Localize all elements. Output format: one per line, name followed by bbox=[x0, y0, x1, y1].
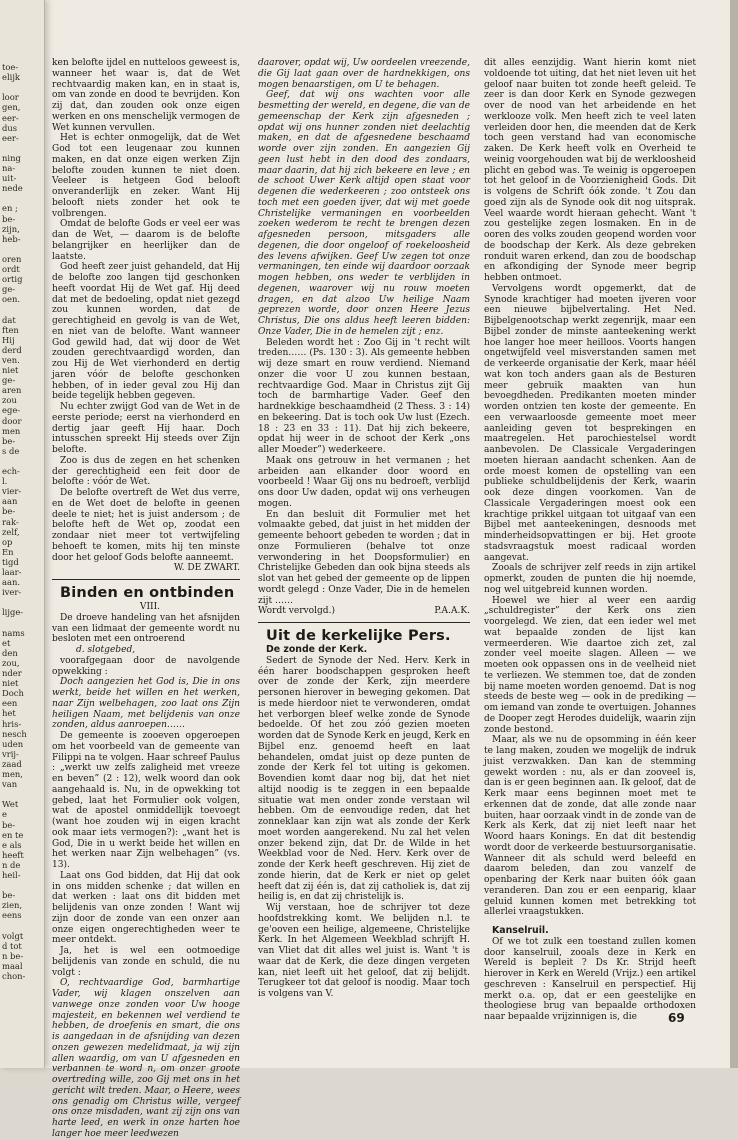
spine-text-fragment: en te bbox=[2, 829, 24, 840]
subheading: De zonde der Kerk. bbox=[266, 644, 368, 655]
spine-text-fragment: be- bbox=[2, 435, 16, 446]
spine-text-fragment: nesch bbox=[2, 728, 27, 739]
spine-text-fragment: dat bbox=[2, 314, 16, 325]
spine-text-fragment: uden bbox=[2, 738, 24, 749]
subheading: Kanselruil. bbox=[492, 925, 549, 936]
spine-text-fragment: Wet bbox=[2, 799, 19, 810]
paragraph: Nu echter zwijgt God van de Wet in de eerste periode; eerst na vierhonderd en dertig jaar geeft Hij haar. Doch intusschen spreekt Hij steeds over Zijn belofte. bbox=[52, 402, 240, 455]
spine-text-fragment: ege- bbox=[2, 405, 21, 416]
paragraph: Sedert de Synode der Ned. Herv. Kerk in één harer boodschappen gesproken heeft over de zonde der Kerk, zijn meerdere personen hierover in beweging gekomen. Dat is mede hierdoor niet te verwonderen, omdat het verborgen bleef welke zonde de Synode bedoelde. Of het zou zóó gezien moeten worden dat de Synode Kerk en jeugd, Kerk en Bijbel enz. genoemd heeft en laat behandelen, omdat juist op deze punten de zonde der Kerk fel tot uiting is gekomen. Bovendien komt daar nog bij, dat het niet altijd noodig is te zeggen in een bepaalde situatie wat men onder zonde verstaan wil hebben. Om de eenvoudige reden, dat het zonneklaar kan zijn wat als zonde der Kerk moet worden aangerekend. Nu zal het velen onzer bekend zijn, dat Dr. de Wilde in het Weekblad voor de Ned. Herv. Kerk over de zonde der Kerk heeft geschreven. Hij ziet de zonde hierin, dat de Kerk er niet op gelet heeft dat zij één is, dat zij catholiek is, dat zij heilig is, en dat zij christelijk is. bbox=[258, 655, 470, 903]
article-footer bbox=[258, 606, 470, 617]
spine-text-fragment: heb- bbox=[2, 233, 21, 244]
spine-text-fragment: eens bbox=[2, 910, 22, 921]
spine-text-fragment: van bbox=[2, 779, 18, 790]
spine-text-fragment: het bbox=[2, 708, 16, 719]
spine-text-fragment: een bbox=[2, 698, 18, 709]
paragraph: Hoewel we hier al weer een aardig „schuldregister” der Kerk ons zien voorgelegd. We zien, dat een ieder wel met wat bepaalde zonden de lijst kan vermeerderen. Wie daartoe zich zet, zal zonder veel moeite slagen. Alleen — we moeten ook oppassen ons in de veelheid niet te verliezen. We stemmen toe, dat de zonden bij name moeten worden genoemd. Dat is nog steeds de beste weg — ook in de prediking — om iemand van zonde te overtuigen. Johannes de Dooper zegt Herodes duidelijk, waarin zijn zonde bestond. bbox=[484, 595, 697, 735]
spine-text-fragment: oren bbox=[2, 253, 22, 264]
spine-text-fragment: door bbox=[2, 415, 22, 426]
spine-text-fragment: nams bbox=[2, 627, 25, 638]
spine-text-fragment: en ; bbox=[2, 203, 18, 214]
spine-text-fragment: eer- bbox=[2, 132, 19, 143]
paragraph: Omdat de belofte Gods er veel eer was dan de Wet, — daarom is de belofte belangrijker en heerlijker dan de laatste. bbox=[52, 219, 240, 262]
spine-text-fragment: Hij bbox=[2, 334, 15, 345]
spine-text-fragment: n de bbox=[2, 859, 21, 870]
spine-text-fragment: aan. bbox=[2, 577, 21, 588]
paragraph: Laat ons God bidden, dat Hij dat ook in ons midden schenke ; dat willen en dat werken : laat ons dit bidden met belijdenis van onze zonden ! Want wij zijn door de zonde van een onzer aan onze eigen ongerechtigheden weer te meer ontdekt. bbox=[52, 870, 240, 946]
author-initials: P.A.A.K. bbox=[434, 606, 470, 617]
spine-text-fragment: zaad bbox=[2, 758, 22, 769]
quoted-prayer: daarover, opdat wij, Uw oordeelen vreezende, die Gij laat gaan over de hardnekkigen, ons mogen benaarstigen, om U te behagen. bbox=[258, 58, 470, 90]
spine-text-fragment: eer- bbox=[2, 112, 19, 123]
spine-text-fragment: En bbox=[2, 546, 14, 557]
spine-text-fragment: ven. bbox=[2, 354, 20, 365]
column-left bbox=[52, 58, 240, 1140]
spine-text-fragment: elijk bbox=[2, 72, 20, 83]
spine-text-fragment: Doch bbox=[2, 688, 24, 699]
paragraph: voorafgegaan door de navolgende opwekking : bbox=[52, 655, 240, 677]
author-signature: W. DE ZWART. bbox=[173, 563, 240, 574]
spine-text-fragment: uit- bbox=[2, 173, 17, 184]
spine-text-fragment: s de bbox=[2, 445, 20, 456]
paragraph: Of we tot zulk een toestand zullen komen door kanselruil, zooals deze in Kerk en Wereld is bepleit ? Ds Kr. Strijd heeft hierover in Kerk en Wereld (Vrijz.) een artikel geschreven : Kanselruil en perspectief. Hij merkt o.a. op, dat er een geestelijke en theologiese brug van bepaalde orthodoxen naar bepaalde vrijzinnigen is, die bbox=[484, 936, 696, 1022]
page-number: 69 bbox=[668, 1011, 685, 1025]
quoted-prayer: Geef, dat wij ons wachten voor alle besmetting der wereld, en degene, die van de gemeenschap der Kerk zijn afgesneden ; opdat wij ons hunner zonden niet deelachtig maken, en dat de afgesnedene beschaamd worde over zijn zonden. En aangezien Gij geen lust hebt in den dood des zondaars, maar daarin, dat hij zich bekeere en leve ; en de schoot Uwer Kerk altijd open staat voor degenen die wederkeeren ; zoo ontsteek ons toch met een goeden ijver, dat wij met goede Christelijke vermaningen en voorbeelden zoeken wederom te recht te brengen dezen afgesneden persoon, mitsgaders alle degenen, die door ongeloof of roekeloosheid des levens afwijken. Geef Uw zegen tot onze vermaningen, ten einde wij daardoor oorzaak mogen hebben, ons weder te verblijden in degenen, waarover wij nu rouw moeten dragen, en dat alzoo Uw heilige Naam geprezen worde, door onzen Heere Jezus Christus, Die ons aldus heeft leeren bidden: Onze Vader, Die in de hemelen zijt ; enz. bbox=[258, 90, 470, 337]
paragraph: En dan besluit dit Formulier met het volmaakte gebed, dat juist in het midden der gemeente behoort gebeden te worden ; dat in onze Formulieren (behalve tot onze verwondering in het Doopsformulier) en Christelijke Gebeden dan ook bijna steeds als slot van het gebed der gemeente op de lippen wordt gelegd : Onze Vader, Die in de hemelen zijt …… bbox=[258, 509, 470, 606]
column-right bbox=[484, 58, 696, 1023]
spine-text-fragment: d tot bbox=[2, 940, 22, 951]
spine-text-fragment: maal bbox=[2, 960, 23, 971]
spine-text-fragment: be- bbox=[2, 506, 16, 517]
spine-text-fragment: zou bbox=[2, 395, 17, 406]
spine-text-fragment: nder bbox=[2, 668, 22, 678]
spine-text-fragment: e als bbox=[2, 839, 22, 850]
previous-page-edge bbox=[0, 0, 45, 1068]
spine-text-fragment: gen, bbox=[2, 102, 21, 113]
spine-text-fragment: den bbox=[2, 647, 18, 658]
spine-text-fragment: men bbox=[2, 425, 21, 436]
spine-text-fragment: chon- bbox=[2, 971, 26, 981]
spine-text-fragment: nede bbox=[2, 183, 23, 194]
spine-text-fragment: zijn, bbox=[2, 223, 20, 234]
spine-text-fragment: tigd bbox=[2, 556, 19, 567]
spine-text-fragment: rak- bbox=[2, 516, 19, 527]
spine-text-fragment: et bbox=[2, 637, 11, 648]
section-divider bbox=[258, 622, 470, 623]
spine-text-fragment: hris- bbox=[2, 718, 22, 729]
column-middle bbox=[258, 58, 470, 1000]
spine-text-fragment: vier- bbox=[2, 486, 22, 497]
spine-text-fragment: ning bbox=[2, 152, 21, 163]
spine-text-fragment: l. bbox=[2, 476, 8, 487]
paragraph: De belofte overtreft de Wet dus verre, en de Wet doet de belofte in geenen deele te niet; het is juist andersom ; de belofte heft de Wet op, zoodat een zondaar niet meer tot vertwijfeling behoeft te komen, mits hij ten minste door het geloof Gods belofte aanneemt. bbox=[52, 488, 240, 563]
quoted-prayer: Doch aangezien het God is, Die in ons werkt, beide het willen en het werken, naar Zijn welbehagen, zoo laat ons Zijn heiligen Naam, met belijdenis van onze zonden, aldus aanroepen…… bbox=[52, 677, 240, 731]
spine-text-fragment: dus bbox=[2, 122, 18, 133]
spine-text-fragment: niet bbox=[2, 365, 19, 375]
page-edge-shadow bbox=[730, 0, 738, 1068]
paragraph: De droeve handeling van het afsnijden van een lidmaat der gemeente wordt nu besloten met een ontroerend bbox=[52, 612, 240, 645]
paragraph: De gemeente is zooeven opgeroepen om het voorbeeld van de gemeente van Filippi na te volgen. Haar schreef Paulus : „werkt uw zelfs zaligheid met vreeze en beven” (2 : 12), welk woord dan ook aangehaald is. Nu, in de opwekking tot gebed, laat het Formulier ook volgen, wat de apostel onmiddellijk toevoegt (want hoe zouden wij in eigen kracht ook maar iets vermogen?): „want het is God, Die in u werkt beide het willen en het werken naar Zijn welbehagen” (vs. 13). bbox=[52, 731, 240, 870]
paragraph: Het is echter onmogelijk, dat de Wet God tot een leugenaar zou kunnen maken, en dat onze eigen werken Zijn belofte zouden kunnen te niet doen. Veeleer is hetgeen God belooft onveranderlijk en zeker. Want Hij belooft niets zonder het ook te volbrengen. bbox=[52, 133, 240, 219]
spine-text-fragment: op bbox=[2, 536, 13, 547]
spine-text-fragment: ften bbox=[2, 324, 19, 335]
spine-text-fragment: na- bbox=[2, 163, 16, 173]
spine-text-fragment: vrij- bbox=[2, 748, 19, 759]
spine-text-fragment: iver- bbox=[2, 587, 22, 598]
spine-text-fragment: ge- bbox=[2, 284, 16, 295]
spine-text-fragment: laar- bbox=[2, 567, 22, 577]
spine-text-fragment: aan bbox=[2, 496, 18, 507]
article-heading-binden: Binden en ontbinden bbox=[60, 585, 235, 601]
spine-text-fragment: aren bbox=[2, 385, 22, 396]
quoted-prayer: O, rechtvaardige God, barmhartige Vader, wij klagen onszelven aan vanwege onze zonden voor Uw hooge majesteit, en bekennen wel verdiend te hebben, de droefenis en smart, die ons is aangedaan in de afsnijding van dezen onzen gewezen medelidmaat, ja wij zijn allen waardig, om van U afgesneden en verbannen te word n, om onzer groote overtreding wille, zoo Gij met ons in het gericht wilt treden. Maar, o Heere, wees ons genadig om Christus wille, vergeef ons onze misdaden, want zij zijn ons van harte leed, en werk in onze harten hoe langer hoe meer leedwezen bbox=[52, 978, 240, 1139]
spine-text-fragment: n be- bbox=[2, 950, 24, 961]
paragraph: Zoo is dus de zegen en het schenken der gerechtigheid een feit door de belofte : vóór de Wet. bbox=[52, 455, 240, 488]
paragraph: Zooals de schrijver zelf reeds in zijn artikel opmerkt, zouden de punten die hij noemde, nog wel uitgebreid kunnen worden. bbox=[484, 563, 696, 595]
spine-text-fragment: zelf, bbox=[2, 526, 20, 537]
spine-text-fragment: be- bbox=[2, 890, 16, 901]
spine-text-fragment: oen. bbox=[2, 294, 21, 305]
paragraph: God heeft zeer juist gehandeld, dat Hij de belofte zoo langen tijd geschonken heeft voordat Hij de Wet gaf. Hij deed dat met de bedoeling, opdat niet gezegd zou kunnen worden, dat de gerechtigheid en gevolg is van de Wet, en niet van de belofte. Want wanneer God gewild had, dat wij door de Wet zouden gerechtvaardigd worden, dan zou Hij de Wet vierhonderd en dertig jaren vóór de belofte geschonken hebben, of in ieder geval zou Hij dan beide tegelijk hebben gegeven. bbox=[52, 262, 240, 402]
section-divider bbox=[52, 579, 240, 580]
part-number: VIII. bbox=[139, 602, 161, 612]
spine-text-fragment: niet bbox=[2, 678, 19, 689]
subsection-label: d. slotgebed, bbox=[76, 645, 136, 655]
spine-text-fragment: ordt bbox=[2, 264, 20, 274]
paragraph: Beleden wordt het : Zoo Gij in 't recht wilt treden…… (Ps. 130 : 3). Als gemeente hebben wij deze smart en rouw verdiend. Niemand onzer die voor U zou kunnen bestaan, rechtvaardige God. Maar in Christus zijt Gij toch de barmhartige Vader. Geef den hardnekkige beschaamdheid (2 Thess. 3 : 14) en bekeering. Dat is toch ook Uw lust (Ezech. 18 : 23 en 33 : 11). Dat hij zich bekeere, opdat hij weer in de schoot der Kerk „ons aller Moeder”) wederkeere. bbox=[258, 337, 470, 455]
spine-text-fragment: ortig bbox=[2, 274, 23, 285]
paragraph: ken belofte ijdel en nutteloos geweest is, wanneer het waar is, dat de Wet rechtvaardig maken kan, en in staat is, om van zonde en dood te bevrijden. Kon zij dat, dan zouden ook onze eigen werken en ons menschelijk vermogen de Wet kunnen vervullen. bbox=[52, 58, 240, 133]
paragraph: dit alles eenzijdig. Want hierin komt niet voldoende tot uiting, dat het niet leven uit het geloof naar buiten tot zonde heeft geleid. Te zeer is dan door Kerk en Synode gezwegen over de nood van het arbeidende en het werklooze volk. Men heeft zich te veel laten verleiden door hen, die meenden dat de Kerk toch geen verstand had van economische zaken. De Kerk heeft volk en Overheid te weinig voorgehouden wat bij de werkloosheid plicht en gebod was. Te weinig is opgeroepen tot het geloof in de Voorzienigheid Gods. Dit is volgens de Schrift óók zonde. 't Zou dan goed zijn als de Synode ook dit nog uitsprak. Veel waarde wordt hieraan gehecht. Want 't zou gestelijke zegen losmaken. En in de ooren des volks zouden geopend worden voor de boodschap der Kerk. Als deze gebreken ronduit waren erkend, dan zou de boodschap en afkondiging der Synode meer begrip hebben ontmoet. bbox=[484, 58, 696, 283]
spine-text-fragment: toe- bbox=[2, 62, 19, 72]
spine-text-fragment: derd bbox=[2, 344, 22, 355]
paragraph: Maak ons getrouw in het vermanen ; het arbeiden aan elkander door woord en voorbeeld ! Waar Gij ons nu bedroeft, verblijd ons door Uw daden, opdat wij ons verheugen mogen. bbox=[258, 455, 470, 509]
spine-text-fragment: zien, bbox=[2, 900, 23, 911]
spine-text-fragment: be- bbox=[2, 819, 16, 830]
spine-text-fragment: ge- bbox=[2, 375, 16, 386]
paragraph: Vervolgens wordt opgemerkt, dat de Synode krachtiger had moeten ijveren voor een nieuwe bijbelvertaling. Het Ned. Bijbelgenootschap werkt zegenrijk, maar een Bijbel zonder de minste aanteekening werkt hoe langer hoe meer heilloos. Voorts hangen ongetwijfeld veel misverstanden samen met de verkeerde organisatie der Kerk, maar héél wat kon toch anders gaan als de Besturen meer gebruik maakten van hun bevoegdheden. Predikanten moeten minder worden ontzien ten koste der gemeente. En een verwaarloosde gemeente moet meer aanleiding geven tot besprekingen en maatregelen. Het parochiestelsel wordt aanbevolen. De Classicale Vergaderingen moeten hieraan aandacht schenken. Aan de orde moest komen de opstelling van een publieke schuldbelijdenis der Kerk, waarin ook deze dingen voorkomen. Van de Classicale Vergaderingen moest ook een krachtige prikkel uitgaan tot uitgaaf van een Bijbel met aanteekeningen, desnoods met minderheidsopvattingen er bij. Het groote stadsvraagstuk moest radicaal worden aangevat. bbox=[484, 283, 696, 563]
spine-text-fragment: zou, bbox=[2, 657, 20, 668]
spine-text-fragment: volgt bbox=[2, 930, 24, 941]
spine-text-fragment: men, bbox=[2, 769, 23, 779]
spine-text-fragment: be- bbox=[2, 213, 16, 224]
paragraph: Maar, als we nu de opsomming in één keer te lang maken, zouden we mogelijk de indruk juist verzwakken. Dan kan de stemming gewekt worden : nu, als er dan zooveel is, dan is er geen beginnen aan. Ik geloof, dat de Kerk maar eens beginnen moet met te erkennen dat de zonde, dat alle zonde naar buiten, haar oorzaak vindt in de zonde van de Kerk als Kerk, dat zij niet leeft naar het Woord haars Konings. En dat dit bestendig wordt door de verkeerde bestuursorganisatie. Wanneer dit als schuld werd beleefd en daarom beleden, dan zou vanzelf de openbaring der Kerk naar buiten óók gaan veranderen. Dan zou er een eenparig, klaar geluid kunnen komen met betrekking tot allerlei vraagstukken. bbox=[484, 735, 696, 918]
spine-text-fragment: heeft bbox=[2, 849, 24, 860]
spine-text-fragment: loor bbox=[2, 92, 19, 103]
spine-text-fragment: heil- bbox=[2, 870, 21, 880]
paragraph: Wij verstaan, hoe de schrijver tot deze hoofdstrekking komt. We belijden n.l. te ge'ooven een heilige, algemeene, Christelijke Kerk. In het Algemeen Weekblad schrijft H. van Vliet dat dit alles wel juist is. Want 't is waar dat de Kerk, die deze dingen vergeten kan, niet leeft uit het geloof, dat zij belijdt. Terugkeer tot dat geloof is noodig. Maar toch is volgens van V. bbox=[258, 903, 470, 999]
continued-note: Wordt vervolgd.) bbox=[258, 606, 335, 617]
spine-text-fragment: ech- bbox=[2, 466, 20, 476]
article-heading-pers: Uit de kerkelijke Pers. bbox=[266, 628, 451, 644]
paragraph: Ja, het is wel een ootmoedige belijdenis van zonde en schuld, die nu volgt : bbox=[52, 946, 240, 978]
spine-text-fragment: lijge- bbox=[2, 607, 24, 618]
spine-text-fragment: e bbox=[2, 809, 7, 820]
